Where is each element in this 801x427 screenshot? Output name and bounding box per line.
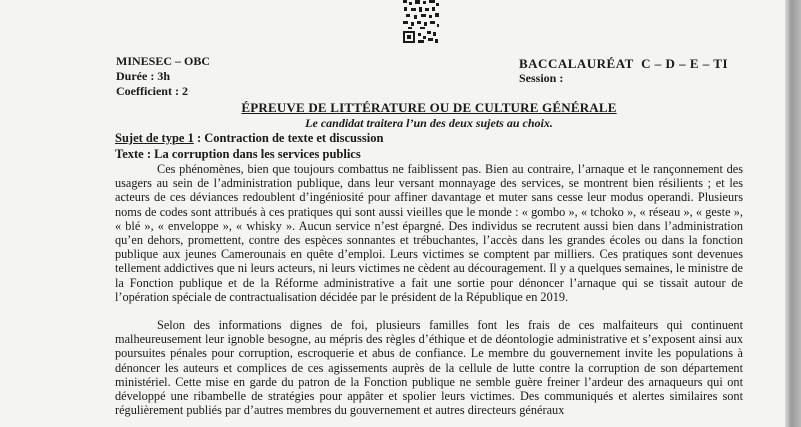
exam-instructions: Le candidat traitera l’un des deux sujets au choix. bbox=[305, 116, 553, 130]
subject-type-desc: : Contraction de texte et discussion bbox=[193, 131, 384, 145]
text-title: Texte : La corruption dans les services publics bbox=[115, 147, 361, 161]
text-body bbox=[115, 162, 743, 417]
ministry-label: MINESEC – OBC bbox=[116, 54, 211, 68]
exam-title: ÉPREUVE DE LITTÉRATURE OU DE CULTURE GÉNÉRALE bbox=[241, 100, 617, 115]
exam-info-right bbox=[519, 56, 728, 86]
duration-label: Durée : 3h bbox=[116, 69, 170, 83]
coefficient-label: Coefficient : 2 bbox=[116, 84, 188, 98]
subject-type-label: Sujet de type 1 bbox=[115, 131, 194, 145]
paragraph: Ces phénomènes, bien que toujours combattus ne faiblissent pas. Bien au contraire, l’arnaque et le rançonnement des usagers au sein de l’administration publique, dans leur versant monnayage des services, se montrent bien résilients ; et les acteurs de ces déviances redoublent d’ingéniosité pour affiner davantage et muter sans cesse leur modus operandi. Plusieurs noms de codes sont attribués à ces pratiques qui sont aussi vieilles que le monde : « gombo », « tchoko », « réseau », « geste », « blé », « enveloppe », « whisky ». Aucun service n’est épargné. Des individus se recrutent aussi bien dans l’administration qu’en dehors, promettent, contre des espèces sonnantes et trébuchantes, l’accès dans les grandes écoles ou dans la fonction publique aux jeunes Camerounais en quête d’emploi. Leurs victimes se comptent par milliers. Ces pratiques sont devenues tellement addictives que ni leurs acteurs, ni leurs victimes ne cèdent au découragement. Il y a quelques semaines, le ministre de la Fonction publique et de la Réforme administrative a fait une sortie pour dénoncer l’arnaque qui se tissait autour de l’opération spéciale de contractualisation décidée par le président de la République en 2019. bbox=[115, 162, 743, 304]
exam-name: BACCALAURÉAT C – D – E – TI bbox=[519, 56, 729, 71]
paragraph: Selon des informations dignes de foi, plusieurs familles font les frais de ces malfaiteurs qui continuent malheureusement leur ignoble besogne, au mépris des règles d’éthique et de déontologie administrative et s’exposent ainsi aux poursuites pénales pour corruption, escroquerie et abus de confiance. Le membre du gouvernement invite les populations à dénoncer les auteurs et complices de ces agissements auprès de la cellule de lutte contre la corruption de son département ministériel. Cette mise en garde du patron de la Fonction publique ne semble guère freiner l’ardeur des arnaqueurs qui ont développé une ribambelle de stratégies pour appâter et spolier leurs victimes. Des communiqués et alertes similaires sont régulièrement publiés par d’autres membres du gouvernement et autres directeurs généraux bbox=[115, 318, 743, 418]
subject-heading bbox=[115, 131, 383, 146]
session-label: Session : bbox=[519, 71, 564, 85]
page-edge-shadow bbox=[785, 0, 801, 427]
exam-info-left bbox=[116, 54, 210, 99]
qr-code-icon bbox=[401, 0, 441, 46]
